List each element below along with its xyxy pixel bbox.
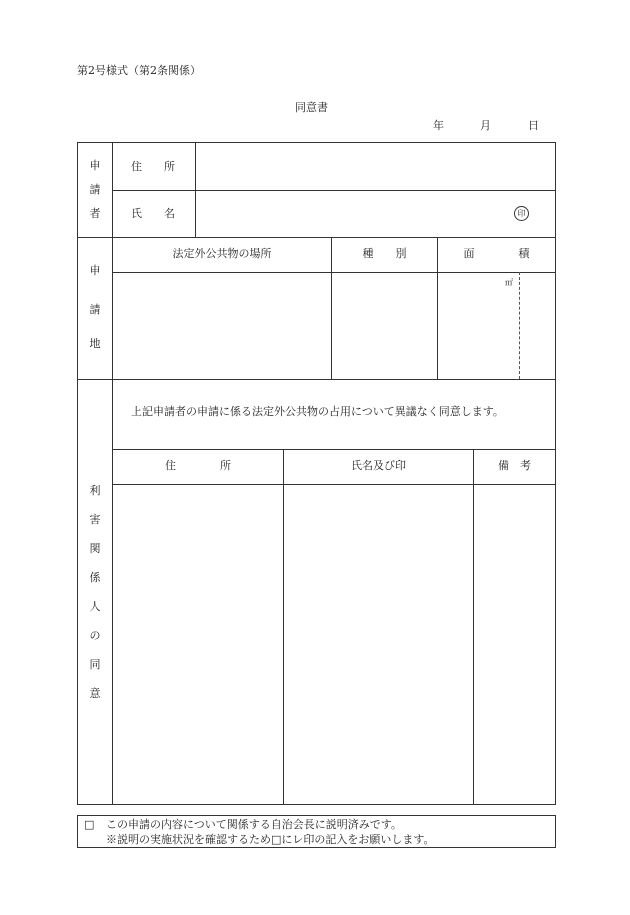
- interested-remarks-header: 備 考: [498, 459, 531, 472]
- interested-label-char-7: 同: [89, 658, 101, 671]
- interested-address-field[interactable]: [113, 485, 282, 803]
- interested-label-char-2: 害: [89, 513, 101, 526]
- interested-label-char-8: 意: [89, 687, 101, 700]
- consent-statement: 上記申請者の申請に係る法定外公共物の占用について異議なく同意します。: [131, 405, 504, 418]
- interested-name-seal-header: 氏名及び印: [351, 459, 406, 472]
- site-type-header: 種 別: [362, 247, 407, 260]
- site-type-field[interactable]: [332, 273, 436, 378]
- interested-label-char-3: 関: [89, 542, 101, 555]
- applicant-row-divider: [112, 190, 555, 191]
- site-label-char-3: 地: [89, 337, 101, 350]
- interested-label-char-6: の: [89, 629, 101, 642]
- interested-name-seal-field[interactable]: [284, 485, 472, 803]
- seal-mark: 印: [514, 206, 529, 221]
- applicant-name-field[interactable]: [196, 192, 496, 236]
- site-section-bottom: [78, 379, 555, 380]
- area-unit-label: ㎡: [505, 278, 513, 287]
- date-day-label: 日: [528, 119, 539, 132]
- interested-address-header: 住 所: [165, 459, 231, 472]
- page-title: 同意書: [295, 101, 328, 114]
- area-dashed-divider: [519, 272, 520, 379]
- consent-form-table: [77, 142, 556, 805]
- site-location-header: 法定外公共物の場所: [172, 247, 272, 260]
- date-year-label: 年: [433, 119, 444, 132]
- interested-label-char-1: 利: [89, 484, 101, 497]
- applicant-address-label: 住 所: [131, 160, 175, 173]
- site-label-char-1: 申: [89, 264, 101, 277]
- date-month-label: 月: [480, 119, 491, 132]
- site-label-char-2: 請: [89, 303, 101, 316]
- applicant-name-label: 氏 名: [131, 207, 175, 220]
- note-line-2: ※説明の実施状況を確認するため□にレ印の記入をお願いします。: [106, 833, 435, 846]
- note-line-1: この申請の内容について関係する自治会長に説明済みです。: [106, 818, 402, 831]
- applicant-label-char-1: 申: [89, 159, 101, 172]
- interested-remarks-field[interactable]: [474, 485, 554, 803]
- interested-header-top: [112, 449, 555, 450]
- applicant-section-bottom: [78, 237, 555, 238]
- applicant-address-field[interactable]: [196, 145, 554, 189]
- form-number: 第2号様式（第2条関係）: [77, 64, 201, 77]
- site-area-field[interactable]: [438, 273, 518, 378]
- site-area-header: 面 積: [463, 247, 530, 260]
- explained-checkbox[interactable]: □: [84, 818, 95, 831]
- interested-label-char-4: 係: [89, 571, 101, 584]
- explanation-note-box: [77, 815, 556, 848]
- applicant-label-char-2: 請: [89, 183, 101, 196]
- applicant-label-char-3: 者: [89, 207, 101, 220]
- interested-label-char-5: 人: [89, 600, 101, 613]
- site-location-field[interactable]: [113, 273, 330, 378]
